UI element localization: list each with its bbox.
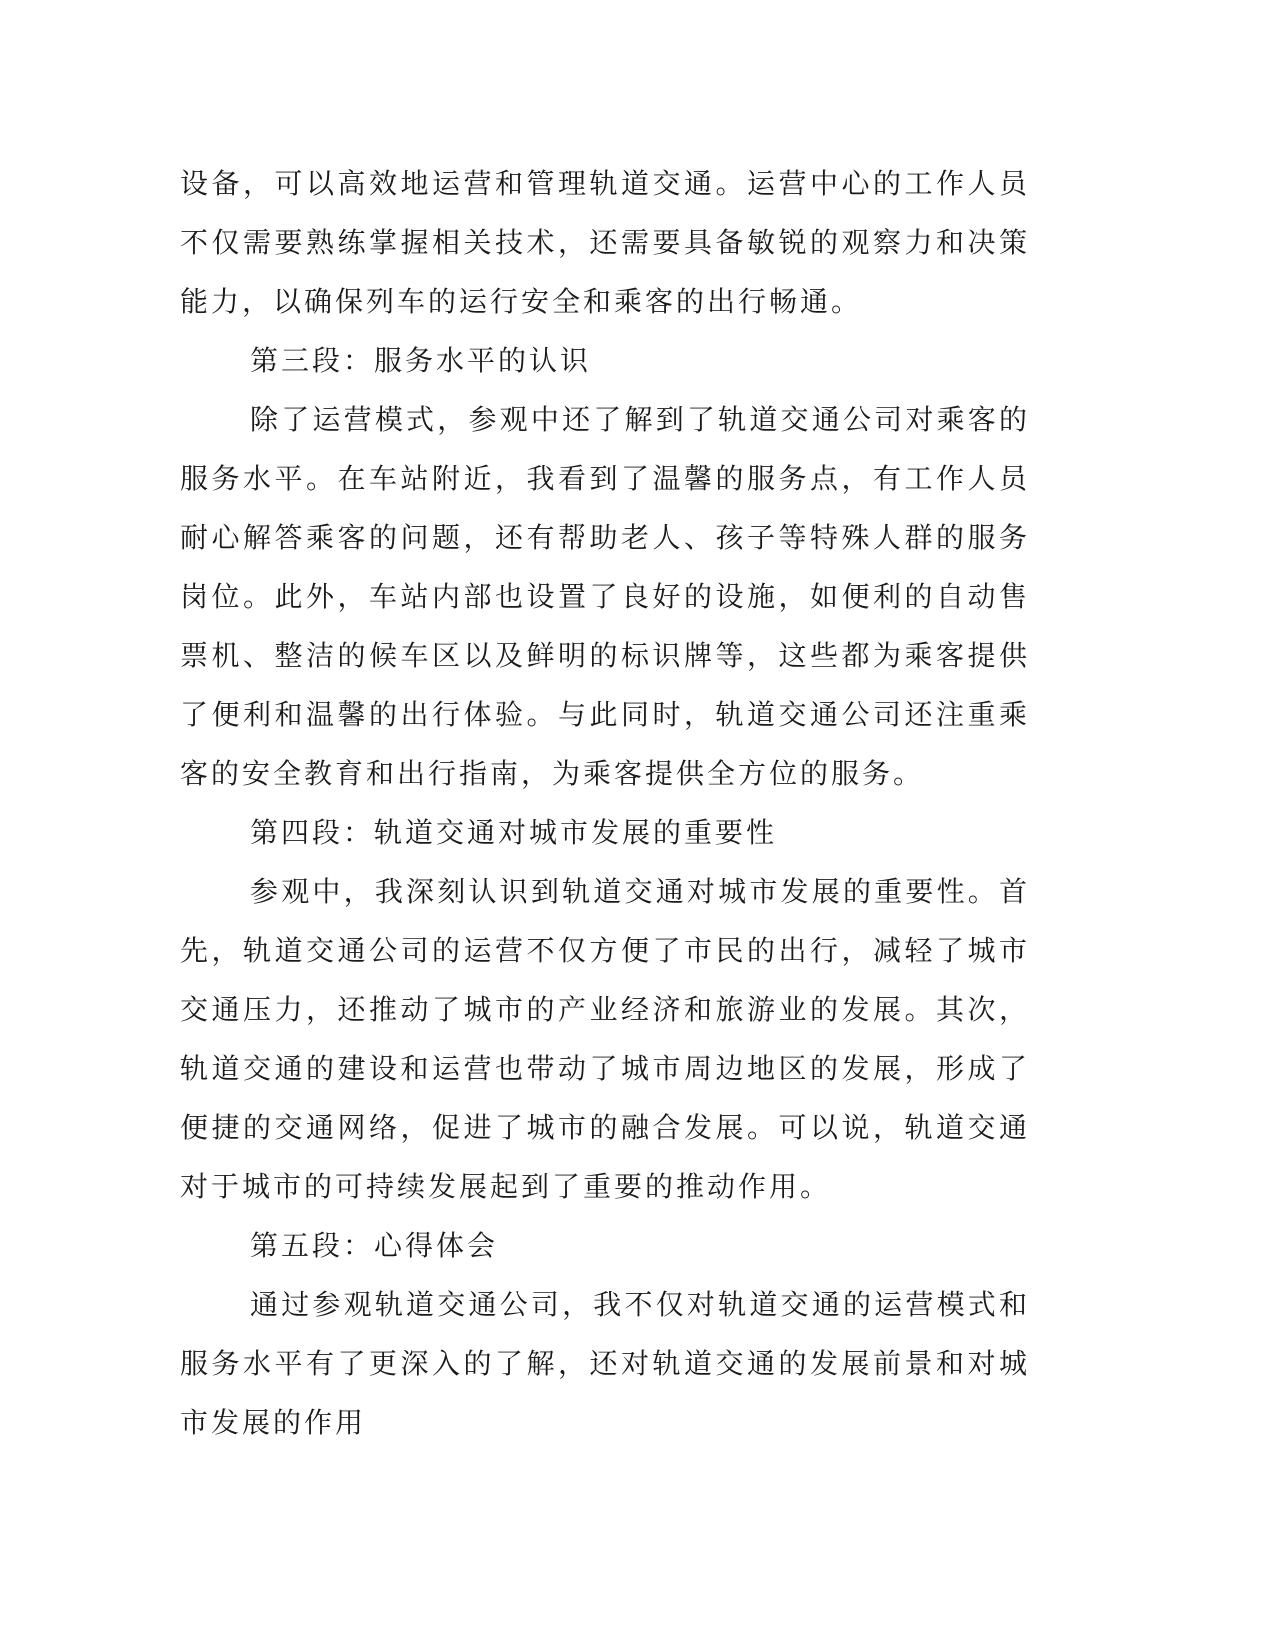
section-heading-4: 第四段：轨道交通对城市发展的重要性 [250, 816, 778, 849]
paragraph-operations-center: 设备，可以高效地运营和管理轨道交通。运营中心的工作人员不仅需要熟练掌握相关技术，还需要具备敏锐的观察力和决策能力，以确保列车的运行安全和乘客的出行畅通。 [180, 167, 1030, 318]
paragraph-service-level: 除了运营模式，参观中还了解到了轨道交通公司对乘客的服务水平。在车站附近，我看到了温馨的服务点，有工作人员耐心解答乘客的问题，还有帮助老人、孩子等特殊人群的服务岗位。此外，车站内部也设置了良好的设施，如便利的自动售票机、整洁的候车区以及鲜明的标识牌等，这些都为乘客提供了便利和温馨的出行体验。与此同时，轨道交通公司还注重乘客的安全教育和出行指南，为乘客提供全方位的服务。 [180, 403, 1030, 790]
paragraph-urban-development: 参观中，我深刻认识到轨道交通对城市发展的重要性。首先，轨道交通公司的运营不仅方便了市民的出行，减轻了城市交通压力，还推动了城市的产业经济和旅游业的发展。其次，轨道交通的建设和运营也带动了城市周边地区的发展，形成了便捷的交通网络，促进了城市的融合发展。可以说，轨道交通对于城市的可持续发展起到了重要的推动作用。 [180, 875, 1030, 1203]
section-heading-5: 第五段：心得体会 [250, 1229, 499, 1262]
paragraph-reflections: 通过参观轨道交通公司，我不仅对轨道交通的运营模式和服务水平有了更深入的了解，还对轨道交通的发展前景和对城市发展的作用 [180, 1288, 1030, 1439]
section-heading-3: 第三段：服务水平的认识 [250, 344, 592, 377]
document-body [180, 154, 1030, 1452]
